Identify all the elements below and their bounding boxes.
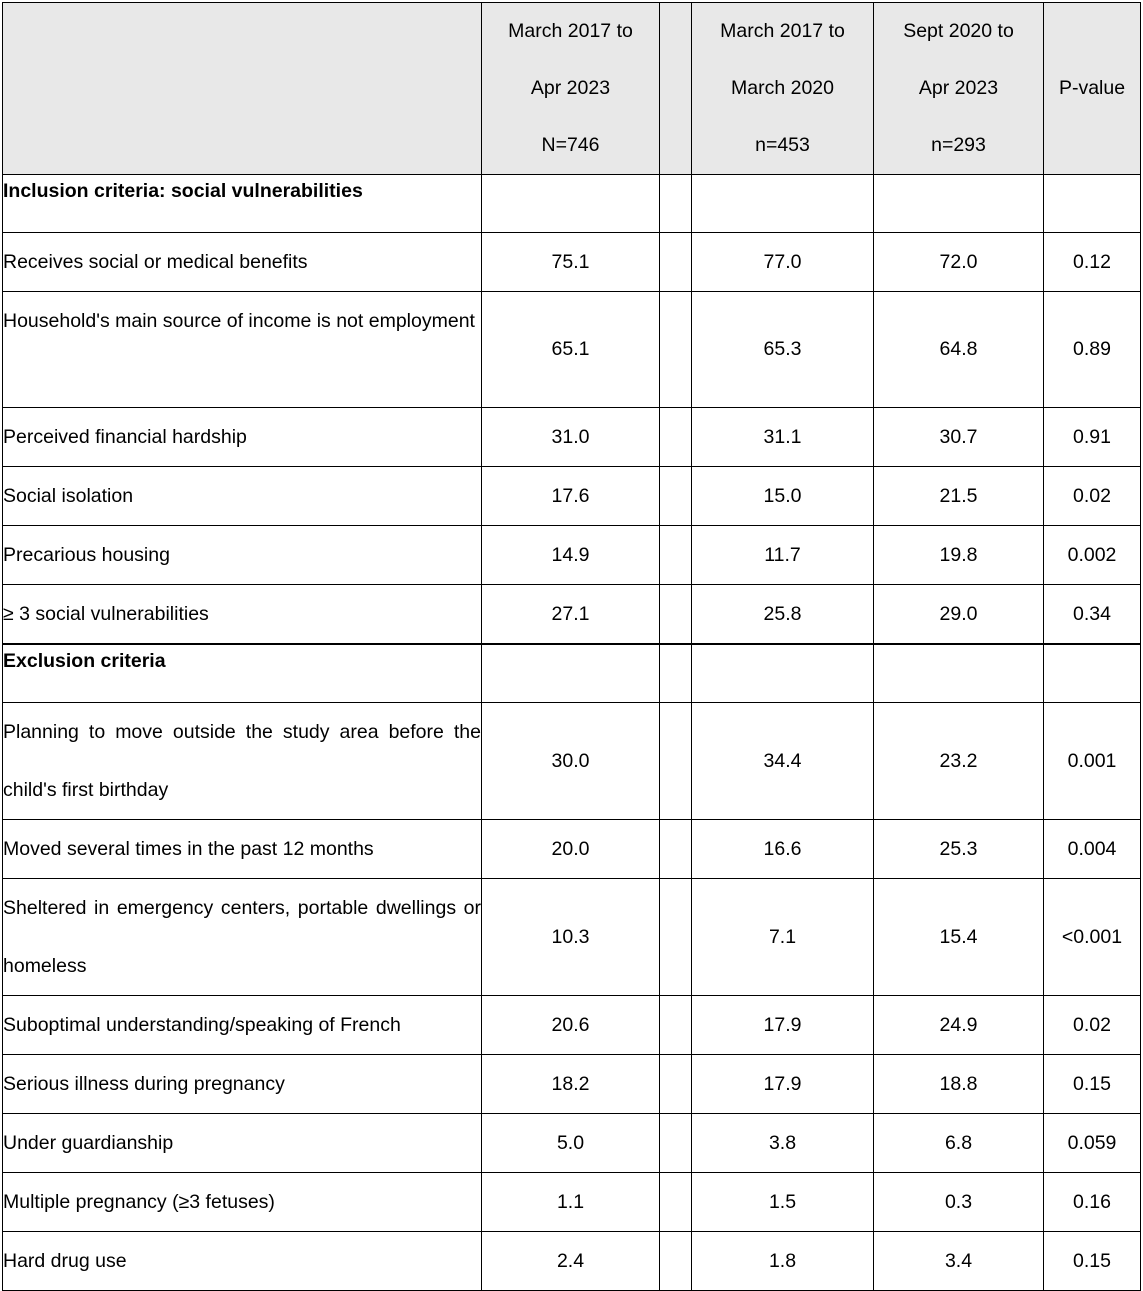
value-full-period: 14.9 xyxy=(482,526,660,585)
value-post-covid: 21.5 xyxy=(874,467,1044,526)
value-full-period: 75.1 xyxy=(482,233,660,292)
p-value: 0.16 xyxy=(1044,1173,1141,1232)
table-row xyxy=(3,233,1141,292)
table-row xyxy=(3,1232,1141,1291)
empty-cell xyxy=(874,175,1044,233)
value-post-covid: 23.2 xyxy=(874,703,1044,820)
table-row xyxy=(3,1055,1141,1114)
section-title: Exclusion criteria xyxy=(3,644,482,703)
header-corner-cell xyxy=(3,3,482,175)
header-line: Apr 2023 xyxy=(530,77,611,99)
empty-cell xyxy=(660,644,692,703)
data-table xyxy=(2,2,1141,1291)
value-full-period: 31.0 xyxy=(482,408,660,467)
section-header-row xyxy=(3,644,1141,703)
p-value: 0.02 xyxy=(1044,467,1141,526)
empty-cell xyxy=(874,644,1044,703)
table-row xyxy=(3,1173,1141,1232)
value-pre-covid: 25.8 xyxy=(692,585,874,645)
header-col-p-value xyxy=(1044,3,1141,175)
p-value: 0.001 xyxy=(1044,703,1141,820)
spacer-cell xyxy=(660,1232,692,1291)
value-full-period: 20.0 xyxy=(482,820,660,879)
value-full-period: 27.1 xyxy=(482,585,660,645)
row-label: Household's main source of income is not employment xyxy=(3,292,482,408)
row-label: Social isolation xyxy=(3,467,482,526)
spacer-cell xyxy=(660,292,692,408)
empty-cell xyxy=(482,175,660,233)
empty-cell xyxy=(692,644,874,703)
header-line: Sept 2020 to xyxy=(903,20,1014,42)
table-body xyxy=(3,3,1141,1291)
header-line: P-value xyxy=(1058,77,1126,99)
header-col-pre-covid xyxy=(692,3,874,175)
p-value: <0.001 xyxy=(1044,879,1141,996)
value-full-period: 5.0 xyxy=(482,1114,660,1173)
value-full-period: 18.2 xyxy=(482,1055,660,1114)
value-pre-covid: 11.7 xyxy=(692,526,874,585)
p-value: 0.91 xyxy=(1044,408,1141,467)
p-value: 0.15 xyxy=(1044,1232,1141,1291)
value-full-period: 17.6 xyxy=(482,467,660,526)
value-post-covid: 25.3 xyxy=(874,820,1044,879)
value-full-period: 20.6 xyxy=(482,996,660,1055)
value-pre-covid: 3.8 xyxy=(692,1114,874,1173)
row-label: ≥ 3 social vulnerabilities xyxy=(3,585,482,645)
table-row xyxy=(3,820,1141,879)
p-value: 0.004 xyxy=(1044,820,1141,879)
value-full-period: 1.1 xyxy=(482,1173,660,1232)
row-label: Moved several times in the past 12 months xyxy=(3,820,482,879)
empty-cell xyxy=(692,175,874,233)
row-label: Serious illness during pregnancy xyxy=(3,1055,482,1114)
value-pre-covid: 77.0 xyxy=(692,233,874,292)
table-row xyxy=(3,408,1141,467)
spacer-cell xyxy=(660,526,692,585)
value-post-covid: 24.9 xyxy=(874,996,1044,1055)
value-post-covid: 64.8 xyxy=(874,292,1044,408)
spacer-cell xyxy=(660,703,692,820)
value-post-covid: 6.8 xyxy=(874,1114,1044,1173)
table-row xyxy=(3,879,1141,996)
header-row xyxy=(3,3,1141,175)
row-label: Sheltered in emergency centers, portable dwellings or homeless xyxy=(3,879,482,996)
row-label: Planning to move outside the study area before the child's first birthday xyxy=(3,703,482,820)
value-full-period: 30.0 xyxy=(482,703,660,820)
p-value: 0.002 xyxy=(1044,526,1141,585)
table-row xyxy=(3,703,1141,820)
value-pre-covid: 7.1 xyxy=(692,879,874,996)
row-label: Precarious housing xyxy=(3,526,482,585)
row-label: Hard drug use xyxy=(3,1232,482,1291)
value-post-covid: 19.8 xyxy=(874,526,1044,585)
header-line: n=453 xyxy=(755,134,810,156)
row-label: Under guardianship xyxy=(3,1114,482,1173)
table-row xyxy=(3,467,1141,526)
spacer-cell xyxy=(660,879,692,996)
p-value: 0.059 xyxy=(1044,1114,1141,1173)
value-pre-covid: 17.9 xyxy=(692,996,874,1055)
spacer-cell xyxy=(660,996,692,1055)
value-full-period: 10.3 xyxy=(482,879,660,996)
row-label: Perceived financial hardship xyxy=(3,408,482,467)
spacer-cell xyxy=(660,820,692,879)
spacer-cell xyxy=(660,408,692,467)
value-post-covid: 30.7 xyxy=(874,408,1044,467)
header-line: N=746 xyxy=(541,134,600,156)
value-post-covid: 15.4 xyxy=(874,879,1044,996)
table-row xyxy=(3,996,1141,1055)
empty-cell xyxy=(1044,175,1141,233)
value-pre-covid: 15.0 xyxy=(692,467,874,526)
value-post-covid: 18.8 xyxy=(874,1055,1044,1114)
value-pre-covid: 1.5 xyxy=(692,1173,874,1232)
header-spacer-cell xyxy=(660,3,692,175)
p-value: 0.02 xyxy=(1044,996,1141,1055)
row-label: Suboptimal understanding/speaking of French xyxy=(3,996,482,1055)
value-post-covid: 29.0 xyxy=(874,585,1044,645)
section-title: Inclusion criteria: social vulnerabilities xyxy=(3,175,482,233)
value-pre-covid: 31.1 xyxy=(692,408,874,467)
header-line: March 2020 xyxy=(731,77,834,99)
header-col-full-period xyxy=(482,3,660,175)
spacer-cell xyxy=(660,1173,692,1232)
spacer-cell xyxy=(660,585,692,645)
spacer-cell xyxy=(660,1055,692,1114)
value-post-covid: 72.0 xyxy=(874,233,1044,292)
empty-cell xyxy=(660,175,692,233)
value-pre-covid: 34.4 xyxy=(692,703,874,820)
value-pre-covid: 1.8 xyxy=(692,1232,874,1291)
row-label: Multiple pregnancy (≥3 fetuses) xyxy=(3,1173,482,1232)
p-value: 0.12 xyxy=(1044,233,1141,292)
p-value: 0.89 xyxy=(1044,292,1141,408)
table-row xyxy=(3,292,1141,408)
header-line: n=293 xyxy=(931,134,986,156)
section-header-row xyxy=(3,175,1141,233)
table-row xyxy=(3,526,1141,585)
header-col-post-covid xyxy=(874,3,1044,175)
spacer-cell xyxy=(660,1114,692,1173)
empty-cell xyxy=(1044,644,1141,703)
header-line: March 2017 to xyxy=(508,20,633,42)
p-value: 0.15 xyxy=(1044,1055,1141,1114)
value-pre-covid: 17.9 xyxy=(692,1055,874,1114)
table-row xyxy=(3,1114,1141,1173)
row-label: Receives social or medical benefits xyxy=(3,233,482,292)
p-value: 0.34 xyxy=(1044,585,1141,645)
header-line: Apr 2023 xyxy=(918,77,999,99)
value-post-covid: 0.3 xyxy=(874,1173,1044,1232)
table-row xyxy=(3,585,1141,645)
value-full-period: 2.4 xyxy=(482,1232,660,1291)
header-line: March 2017 to xyxy=(720,20,845,42)
value-post-covid: 3.4 xyxy=(874,1232,1044,1291)
spacer-cell xyxy=(660,467,692,526)
spacer-cell xyxy=(660,233,692,292)
empty-cell xyxy=(482,644,660,703)
value-pre-covid: 65.3 xyxy=(692,292,874,408)
value-pre-covid: 16.6 xyxy=(692,820,874,879)
value-full-period: 65.1 xyxy=(482,292,660,408)
